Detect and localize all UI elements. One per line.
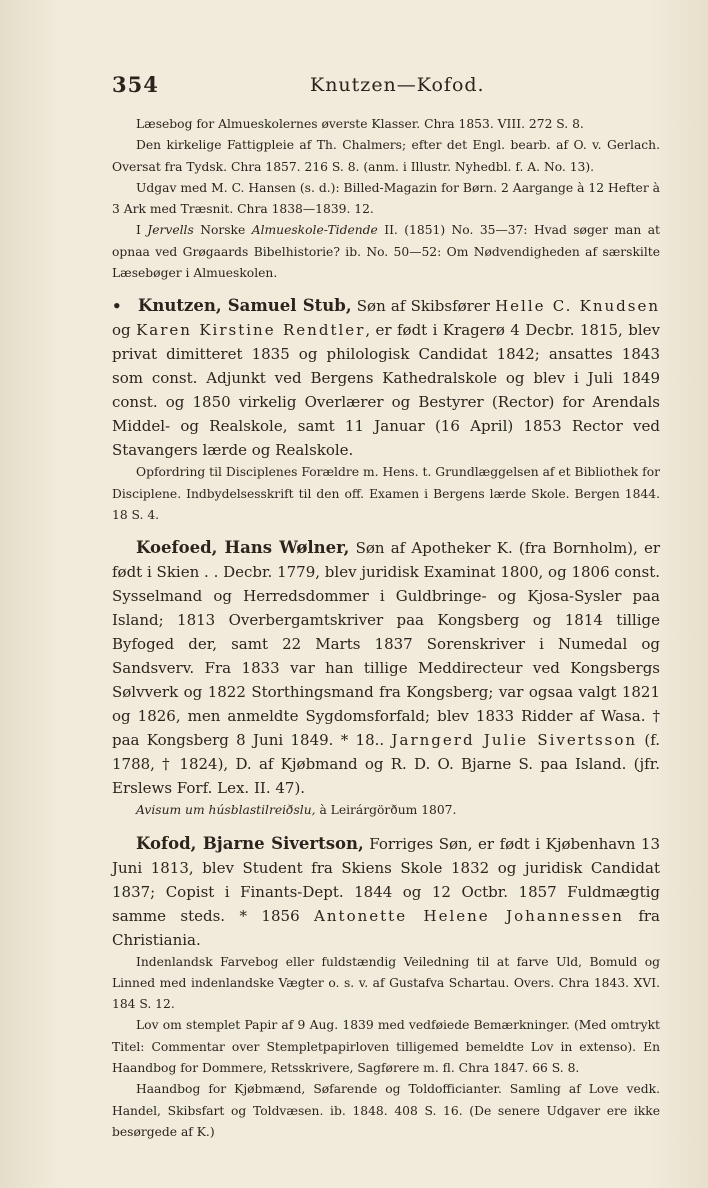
entry-name: Knutzen, Samuel Stub, (138, 296, 352, 316)
bibliography-entry: I Jervells Norske Almueskole-Tidende II. (1851) No. 35—37: Hvad søger man at opnaa ved Grøgaards Bibelhistorie? ib. No. 50—52: Om Nødvendigheden af særskilte Læsebøger i Almueskolen. (112, 223, 660, 281)
running-head: Knutzen—Kofod. (310, 74, 485, 96)
bibliography-entry: Indenlandsk Farvebog eller fuldstændig Veiledning til at farve Uld, Bomuld og Linned med indenlandske Vægter o. s. v. af Gustafva Schartau. Overs. Chra 1843. XVI. 184 S. 12. (112, 954, 660, 1012)
bibliography-entry: Opfordring til Disciplenes Forældre m. Hens. t. Grundlæggelsen af et Bibliothek for Disciplene. Indbydelsesskrift til den off. Examen i Bergens lærde Skole. Bergen 1844. 18 S. 4. (112, 465, 660, 522)
work-title: Avisum um húsblastilreiðslu, (136, 803, 316, 818)
biography-entry-kofod: Kofod, Bjarne Sivertson, Forriges Søn, er født i Kjøbenhavn 13 Juni 1813, blev Student fra Skiens Skole 1832 og juridisk Candidat 1837; Copist i Finants-Dept. 1844 og 12 Octbr. 1857 Fuldmægtig samme steds. * 1856 Antonette Helene Johannessen fra Christiania. (112, 833, 660, 949)
page-header (112, 72, 657, 104)
wife-name: Jarngerd Julie Sivertsson (391, 731, 638, 750)
wife-name: Antonette Helene Johannessen (314, 906, 624, 925)
father-name: Helle C. Knudsen (495, 297, 660, 316)
bibliography-entry: Den kirkelige Fattigpleie af Th. Chalmers; efter det Engl. bearb. af O. v. Gerlach. Oversat fra Tydsk. Chra 1857. 216 S. 8. (anm. i Illustr. Nyhedbl. f. A. No. 13). (112, 138, 660, 174)
entry-name: Kofod, Bjarne Sivertson, (136, 833, 364, 853)
bibliography-entry: Avisum um húsblastilreiðslu, à Leirárgörðum 1807. (136, 803, 457, 818)
mother-name: Karen Kirstine Rendtler (136, 321, 366, 340)
bibliography-entry: Lov om stemplet Papir af 9 Aug. 1839 med vedføiede Bemærkninger. (Med omtrykt Titel: Commentar over Stempletpapirloven tilligemed bemeldte Lov in extenso). En Haandbog for Dommere, Retsskrivere, Sagførere m. fl. Chra 1847. 66 S. 8. (112, 1018, 660, 1076)
entry-name: Koefoed, Hans Wølner, (136, 538, 350, 558)
bullet-mark: • (112, 297, 122, 316)
periodical-title: Almueskole-Tidende (251, 223, 378, 238)
page-content (112, 114, 660, 1143)
page-number: 354 (112, 72, 159, 97)
biography-entry-knutzen: • Knutzen, Samuel Stub, Søn af Skibsfører Helle C. Knudsen og Karen Kirstine Rendtler, er født i Kragerø 4 Decbr. 1815, blev privat dimitteret 1835 og philologisk Candidat 1842; ansattes 1843 som const. Adjunkt ved Bergens Kathedralskole og blev i Juli 1849 const. og 1850 virkelig Overlærer og Bestyrer (Rector) for Arendals Middel- og Realskole, samt 11 Januar (16 April) 1853 Rector ved Stavangers lærde og Realskole. (112, 296, 661, 460)
name-jervells: Jervells (147, 223, 194, 238)
biography-entry-koefoed: Koefoed, Hans Wølner, Søn af Apotheker K. (fra Bornholm), er født i Skien . . Decbr. 1779, blev juridisk Examinat 1800, og 1806 const. Sysselmand og Herredsdommer i Guldbringe- og Kjosa-Sysler paa Island; 1813 Overbergamtskriver paa Kongsberg og 1814 tillige Byfoged der, samt 22 Marts 1837 Sorenskriver i Numedal og Sandsverv. Fra 1833 var han tillige Meddirecteur ved Kongsbergs Sølvverk og 1822 Storthingsmand fra Kongsberg; var ogsaa valgt 1821 og 1826, men anmeldte Sygdomsforfald; blev 1833 Ridder af Wasa. † paa Kongsberg 8 Juni 1849. * 18.. Jarngerd Julie Sivertsson (f. 1788, † 1824), D. af Kjøbmand og R. D. O. Bjarne S. paa Island. (jfr. Erslews Forf. Lex. II. 47). (112, 538, 661, 798)
bibliography-entry: Udgav med M. C. Hansen (s. d.): Billed-Magazin for Børn. 2 Aargange à 12 Hefter à 3 Ark med Træsnit. Chra 1838—1839. 12. (112, 180, 660, 217)
bibliography-entry: Haandbog for Kjøbmænd, Søfarende og Toldofficianter. Samling af Love vedk. Handel, Skibsfart og Toldvæsen. ib. 1848. 408 S. 16. (De senere Udgaver ere ikke besørgede af K.) (112, 1082, 660, 1139)
bibliography-entry: Læsebog for Almueskolernes øverste Klasser. Chra 1853. VIII. 272 S. 8. (136, 117, 584, 131)
